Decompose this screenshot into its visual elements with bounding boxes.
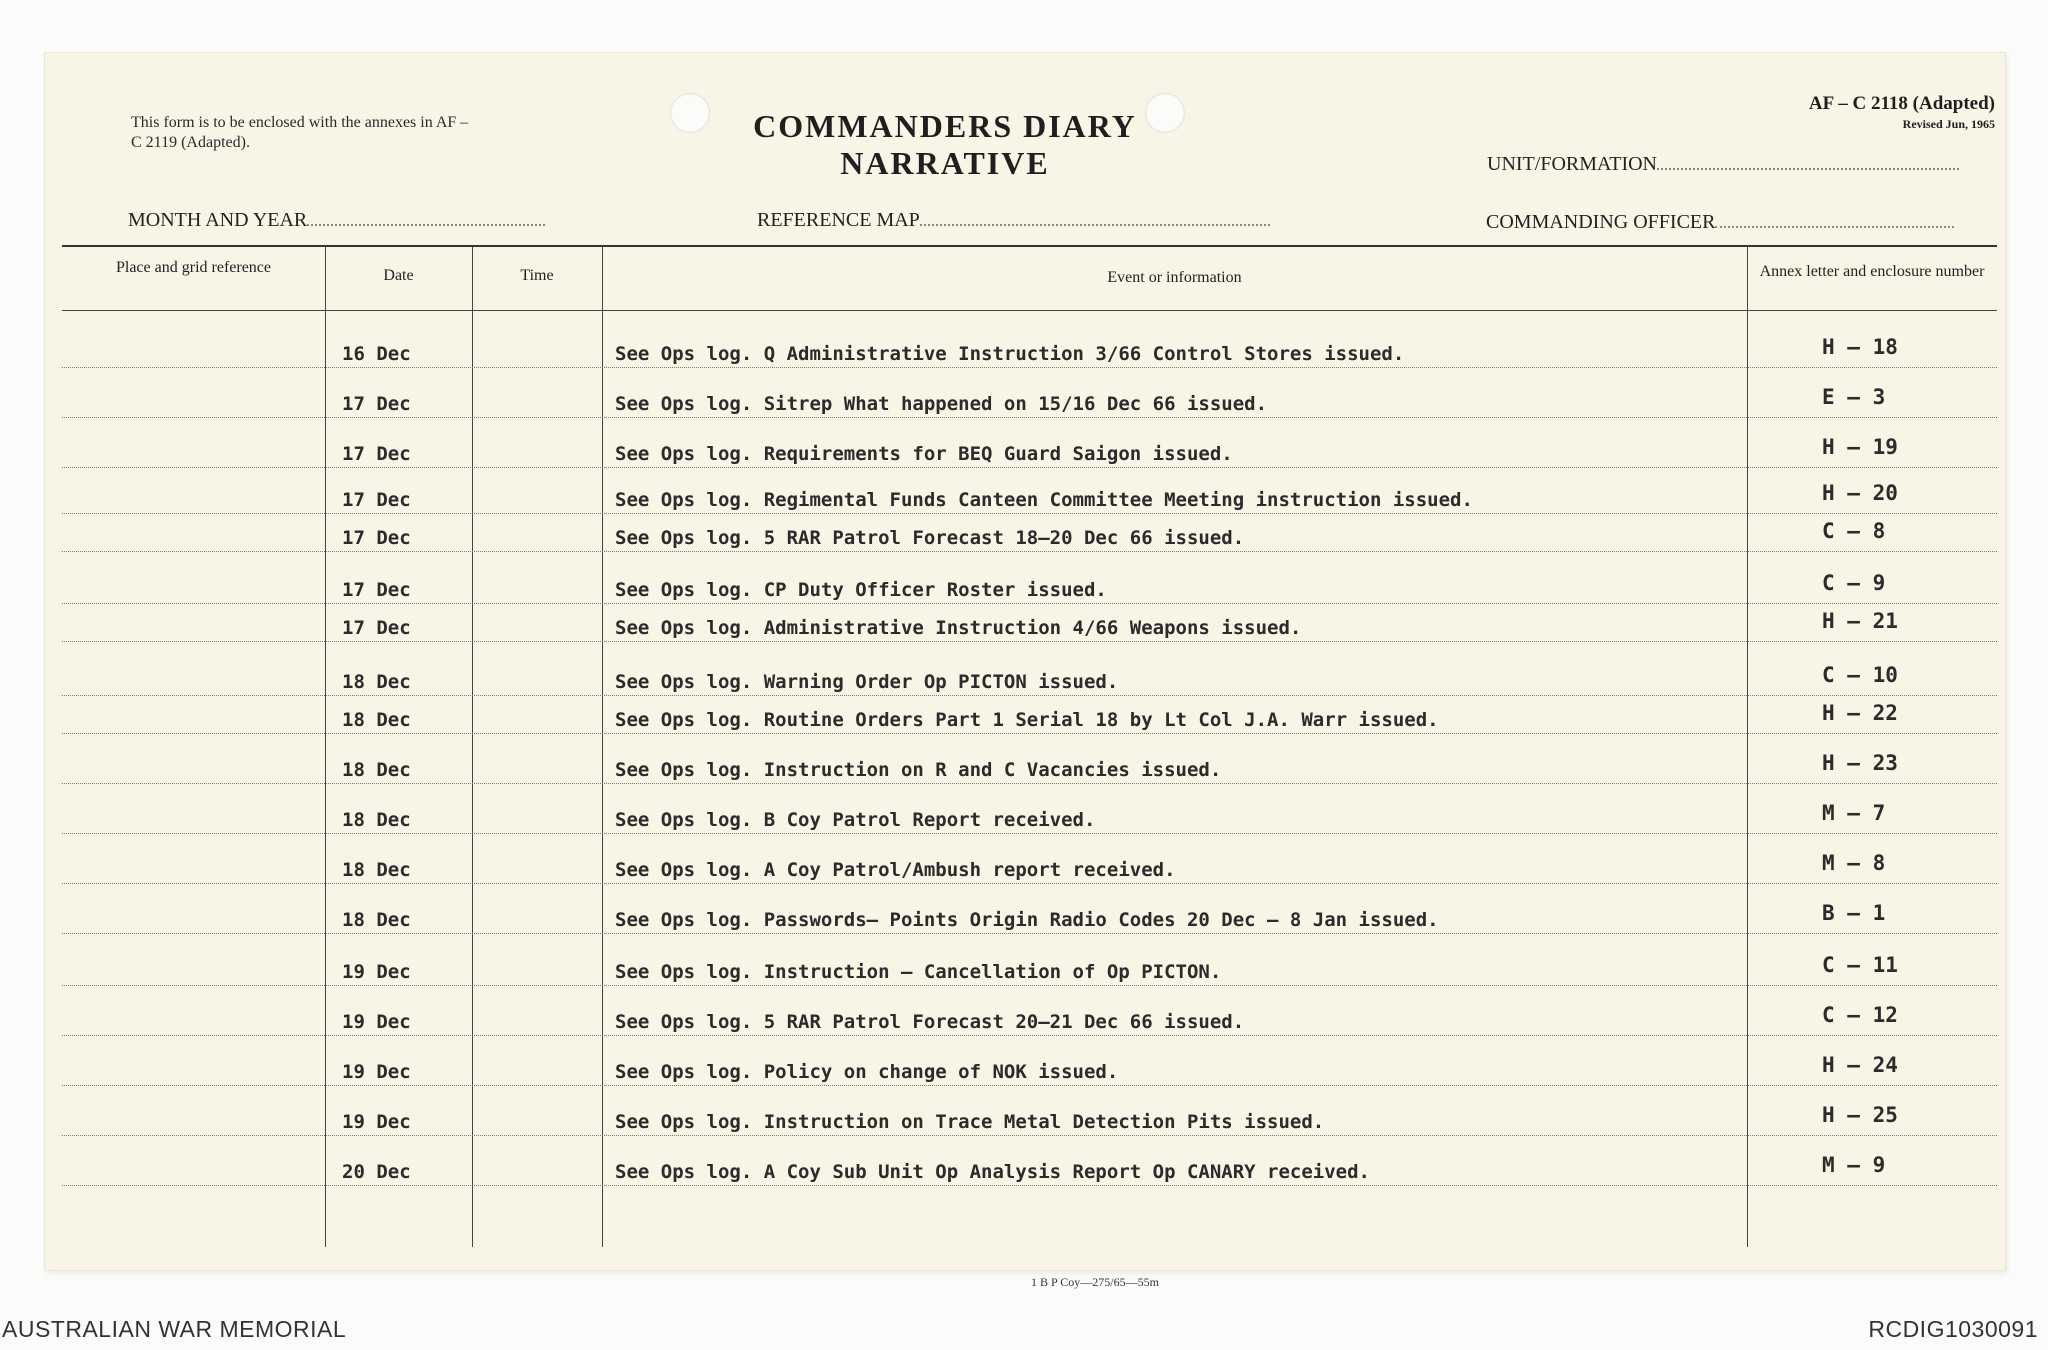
row-date: 18 Dec	[342, 671, 411, 693]
header-place: Place and grid reference	[115, 259, 271, 276]
enclosure-note: This form is to be enclosed with the annexes in AF – C 2119 (Adapted).	[131, 114, 469, 151]
dotted-fill-line	[1657, 154, 1959, 170]
table-row	[62, 1045, 1997, 1086]
table-row	[62, 1095, 1997, 1136]
table-row	[62, 511, 1997, 552]
row-annex: H – 21	[1822, 609, 1898, 633]
table-row	[62, 327, 1997, 368]
header-time: Time	[520, 267, 554, 284]
table-row	[62, 655, 1997, 696]
table-row	[62, 893, 1997, 934]
row-event: See Ops log. 5 RAR Patrol Forecast 20–21 Dec 66 issued.	[615, 1011, 1245, 1033]
printer-imprint: 1 B P Coy—275/65—55m	[1031, 1275, 1159, 1289]
row-annex: H – 20	[1822, 481, 1898, 505]
row-event: See Ops log. Instruction – Cancellation of Op PICTON.	[615, 961, 1222, 983]
row-event: See Ops log. 5 RAR Patrol Forecast 18–20 Dec 66 issued.	[615, 527, 1245, 549]
row-date: 16 Dec	[342, 343, 411, 365]
table-row	[62, 945, 1997, 986]
archive-id: RCDIG1030091	[1868, 1316, 2038, 1342]
table-row	[62, 377, 1997, 418]
row-annex: C – 10	[1822, 663, 1898, 687]
form-code-block	[1809, 93, 1995, 132]
row-annex: H – 18	[1822, 335, 1898, 359]
row-annex: M – 7	[1822, 801, 1886, 825]
row-event: See Ops log. Instruction on R and C Vacancies issued.	[615, 759, 1222, 781]
table-row	[62, 601, 1997, 642]
row-event: See Ops log. Administrative Instruction 4/66 Weapons issued.	[615, 617, 1302, 639]
row-date: 17 Dec	[342, 527, 411, 549]
row-date: 18 Dec	[342, 759, 411, 781]
row-annex: H – 24	[1822, 1053, 1898, 1077]
reference-map-label: REFERENCE MAP	[757, 209, 920, 231]
commanding-officer-label: COMMANDING OFFICER	[1486, 211, 1716, 233]
unit-formation-label: UNIT/FORMATION	[1487, 153, 1657, 175]
header-annex: Annex letter and enclosure number	[1759, 263, 1985, 280]
row-annex: C – 12	[1822, 1003, 1898, 1027]
row-annex: C – 11	[1822, 953, 1898, 977]
archive-credit: AUSTRALIAN WAR MEMORIAL	[2, 1316, 347, 1342]
revision-date: Revised Jun, 1965	[1902, 117, 1995, 131]
row-event: See Ops log. A Coy Patrol/Ambush report received.	[615, 859, 1176, 881]
row-event: See Ops log. Warning Order Op PICTON issued.	[615, 671, 1119, 693]
form-title: COMMANDERS DIARY NARRATIVE	[753, 108, 1137, 181]
row-annex: M – 8	[1822, 851, 1886, 875]
row-annex: M – 9	[1822, 1153, 1886, 1177]
row-date: 17 Dec	[342, 393, 411, 415]
dotted-fill-line	[1715, 212, 1954, 228]
row-date: 18 Dec	[342, 709, 411, 731]
table-row	[62, 693, 1997, 734]
table-row	[62, 563, 1997, 604]
row-date: 20 Dec	[342, 1161, 411, 1183]
row-event: See Ops log. Policy on change of NOK issued.	[615, 1061, 1119, 1083]
dotted-fill-line	[307, 210, 545, 226]
row-annex: H – 25	[1822, 1103, 1898, 1127]
diary-table	[62, 245, 1997, 1247]
row-event: See Ops log. Passwords– Points Origin Radio Codes 20 Dec – 8 Jan issued.	[615, 909, 1439, 931]
row-event: See Ops log. Q Administrative Instruction 3/66 Control Stores issued.	[615, 343, 1405, 365]
table-row	[62, 743, 1997, 784]
row-annex: B – 1	[1822, 901, 1886, 925]
table-row	[62, 427, 1997, 468]
row-event: See Ops log. Routine Orders Part 1 Serial 18 by Lt Col J.A. Warr issued.	[615, 709, 1439, 731]
row-annex: C – 9	[1822, 571, 1886, 595]
diary-form-sheet	[45, 53, 2005, 1289]
row-annex: H – 22	[1822, 701, 1898, 725]
table-row	[62, 843, 1997, 884]
row-date: 17 Dec	[342, 617, 411, 639]
row-annex: C – 8	[1822, 519, 1886, 543]
row-event: See Ops log. CP Duty Officer Roster issued.	[615, 579, 1107, 601]
row-date: 18 Dec	[342, 909, 411, 931]
row-annex: E – 3	[1822, 385, 1886, 409]
table-row	[62, 793, 1997, 834]
unit-formation-field	[1487, 153, 1959, 176]
form-code: AF – C 2118 (Adapted)	[1808, 93, 1995, 114]
header-event: Event or information	[1107, 269, 1242, 286]
row-date: 17 Dec	[342, 579, 411, 601]
row-annex: H – 19	[1822, 435, 1898, 459]
table-row	[62, 1145, 1997, 1186]
row-annex: H – 23	[1822, 751, 1898, 775]
row-date: 18 Dec	[342, 809, 411, 831]
commanding-officer-field	[1486, 211, 1954, 234]
month-year-label: MONTH AND YEAR	[128, 209, 308, 231]
row-event: See Ops log. Regimental Funds Canteen Committee Meeting instruction issued.	[615, 489, 1473, 511]
row-date: 19 Dec	[342, 1111, 411, 1133]
row-date: 17 Dec	[342, 443, 411, 465]
month-year-field	[128, 209, 545, 232]
row-event: See Ops log. Requirements for BEQ Guard Saigon issued.	[615, 443, 1233, 465]
row-event: See Ops log. B Coy Patrol Report received.	[615, 809, 1096, 831]
row-date: 18 Dec	[342, 859, 411, 881]
table-row	[62, 995, 1997, 1036]
row-date: 19 Dec	[342, 1011, 411, 1033]
header-rule	[62, 310, 1997, 311]
row-event: See Ops log. Instruction on Trace Metal Detection Pits issued.	[615, 1111, 1325, 1133]
header-date: Date	[383, 267, 414, 284]
row-date: 19 Dec	[342, 961, 411, 983]
dotted-fill-line	[920, 210, 1270, 226]
row-date: 17 Dec	[342, 489, 411, 511]
table-row	[62, 473, 1997, 514]
reference-map-field	[757, 209, 1270, 232]
row-event: See Ops log. Sitrep What happened on 15/16 Dec 66 issued.	[615, 393, 1268, 415]
row-event: See Ops log. A Coy Sub Unit Op Analysis Report Op CANARY received.	[615, 1161, 1370, 1183]
row-date: 19 Dec	[342, 1061, 411, 1083]
